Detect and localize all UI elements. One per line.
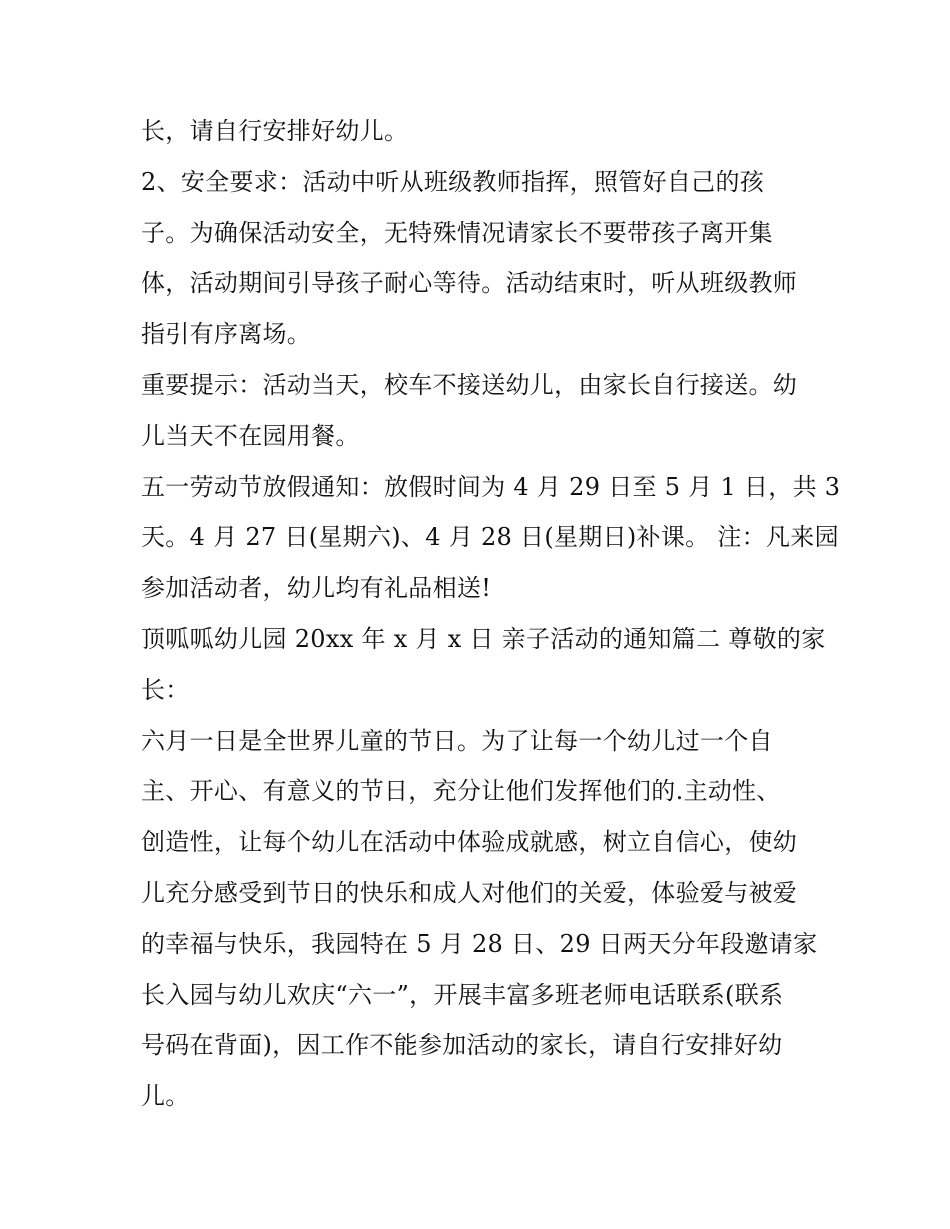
text-line: 号码在背面)，因工作不能参加活动的家长，请自行安排好幼 bbox=[141, 1031, 783, 1060]
text-line: 长入园与幼儿欢庆“六一”，开展丰富多班老师电话联系(联系 bbox=[141, 980, 784, 1009]
text-line: 儿充分感受到节日的快乐和成人对他们的关爱，体验爱与被爱 bbox=[141, 878, 798, 907]
text-line: 六月一日是全世界儿童的节日。为了让每一个幼儿过一个自 bbox=[141, 726, 773, 755]
text-line: 创造性，让每个幼儿在活动中体验成就感，树立自信心，使幼 bbox=[141, 828, 798, 857]
text-line: 子。为确保活动安全，无特殊情况请家长不要带孩子离开集 bbox=[141, 218, 773, 247]
text-line: 2、安全要求：活动中听从班级教师指挥，照管好自己的孩 bbox=[141, 167, 765, 196]
text-line: 儿。 bbox=[141, 1082, 190, 1111]
text-line: 体，活动期间引导孩子耐心等待。活动结束时，听从班级教师 bbox=[141, 269, 798, 298]
document-body bbox=[141, 106, 841, 1122]
text-line: 主、开心、有意义的节日，充分让他们发挥他们的.主动性、 bbox=[141, 777, 781, 806]
text-line: 参加活动者，幼儿均有礼品相送! bbox=[141, 574, 492, 603]
text-line: 天。4 月 27 日(星期六)、4 月 28 日(星期日)补课。 注：凡来园 bbox=[141, 523, 839, 552]
text-line: 长： bbox=[141, 675, 190, 704]
text-line: 五一劳动节放假通知：放假时间为 4 月 29 日至 5 月 1 日，共 3 bbox=[141, 472, 841, 501]
text-line: 指引有序离场。 bbox=[141, 320, 312, 349]
text-line: 重要提示：活动当天，校车不接送幼儿，由家长自行接送。幼 bbox=[141, 370, 798, 399]
text-line: 长，请自行安排好幼儿。 bbox=[141, 117, 409, 145]
text-line: 顶呱呱幼儿园 20xx 年 x 月 x 日 亲子活动的通知篇二 尊敬的家 bbox=[141, 624, 826, 653]
text-line: 儿当天不在园用餐。 bbox=[141, 421, 360, 450]
text-line: 的幸福与快乐，我园特在 5 月 28 日、29 日两天分年段邀请家 bbox=[141, 929, 818, 958]
